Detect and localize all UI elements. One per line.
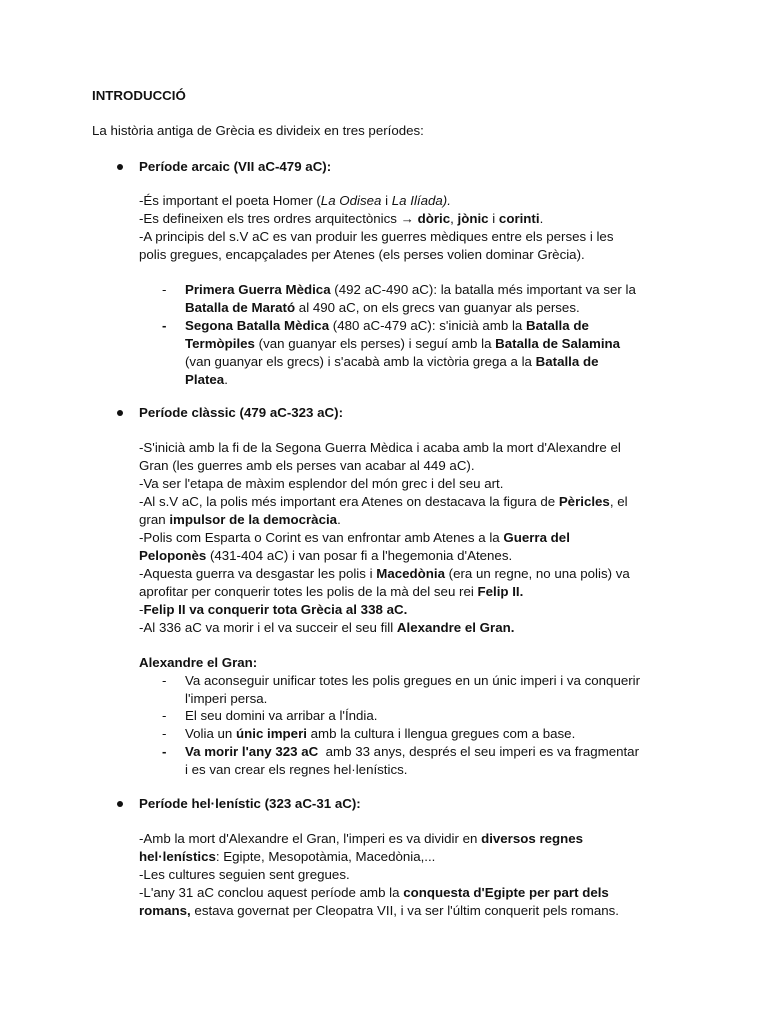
classic-line-9: aprofitar per conquerir totes les polis de la mà del seu rei Felip II. — [139, 584, 524, 599]
classic-line-3: -Va ser l'etapa de màxim esplendor del món grec i del seu art. — [139, 476, 504, 491]
second-median-war-line-2: Termòpiles (van guanyar els perses) i seguí amb la Batalla de Salamina — [185, 336, 621, 351]
alexander-item-4-line-1: Va morir l'any 323 aC amb 33 anys, després el seu imperi es va fragmentar — [185, 744, 640, 759]
classic-line-7: Peloponès (431-404 aC) i van posar fi a l'hegemonia d'Atenes. — [139, 548, 513, 563]
classic-line-10: -Felip II va conquerir tota Grècia al 338 aC. — [139, 602, 408, 617]
period-arcaic-heading: Període arcaic (VII aC-479 aC): — [139, 159, 332, 174]
dash-marker: - — [162, 318, 167, 333]
document-title: INTRODUCCIÓ — [92, 88, 186, 103]
classic-line-6: -Polis com Esparta o Corint es van enfrontar amb Atenes a la Guerra del — [139, 530, 570, 545]
arcaic-paragraph-3-line-1: -A principis del s.V aC es van produir les guerres mèdiques entre els perses i les — [139, 229, 614, 244]
bullet-icon — [117, 801, 123, 807]
hellenistic-line-5: romans, estava governat per Cleopatra VII, i va ser l'últim conquerit pels romans. — [139, 903, 619, 918]
period-classic-heading: Període clàssic (479 aC-323 aC): — [139, 405, 343, 420]
dash-marker: - — [162, 726, 167, 741]
second-median-war-line-3: (van guanyar els grecs) i s'acabà amb la victòria grega a la Batalla de — [185, 354, 599, 369]
first-median-war-line-1: Primera Guerra Mèdica (492 aC-490 aC): la batalla més important va ser la — [185, 282, 636, 297]
period-hellenistic-heading: Període hel·lenístic (323 aC-31 aC): — [139, 796, 361, 811]
classic-line-2: Gran (les guerres amb els perses van acabar al 449 aC). — [139, 458, 475, 473]
hellenistic-line-1: -Amb la mort d'Alexandre el Gran, l'imperi es va dividir en diversos regnes — [139, 831, 584, 846]
first-median-war-line-2: Batalla de Marató al 490 aC, on els grecs van guanyar als perses. — [185, 300, 580, 315]
dash-marker: - — [162, 282, 167, 297]
second-median-war-line-1: Segona Batalla Mèdica (480 aC-479 aC): s'inicià amb la Batalla de — [185, 318, 589, 333]
hellenistic-line-3: -Les cultures seguien sent gregues. — [139, 867, 350, 882]
classic-line-11: -Al 336 aC va morir i el va succeir el seu fill Alexandre el Gran. — [139, 620, 515, 635]
classic-line-1: -S'inicià amb la fi de la Segona Guerra Mèdica i acaba amb la mort d'Alexandre el — [139, 440, 621, 455]
classic-line-5: gran impulsor de la democràcia. — [139, 512, 341, 527]
alexander-item-2: El seu domini va arribar a l'Índia. — [185, 708, 378, 723]
dash-marker: - — [162, 673, 167, 688]
dash-marker: - — [162, 708, 167, 723]
intro-text: La història antiga de Grècia es divideix en tres períodes: — [92, 123, 424, 138]
hellenistic-line-4: -L'any 31 aC conclou aquest període amb la conquesta d'Egipte per part dels — [139, 885, 609, 900]
bullet-icon — [117, 410, 123, 416]
dash-marker: - — [162, 744, 167, 759]
classic-line-8: -Aquesta guerra va desgastar les polis i Macedònia (era un regne, no una polis) va — [139, 566, 630, 581]
arcaic-paragraph-3-line-2: polis gregues, encapçalades per Atenes (els perses volien dominar Grècia). — [139, 247, 585, 262]
alexander-heading: Alexandre el Gran: — [139, 655, 258, 670]
hellenistic-line-2: hel·lenístics: Egipte, Mesopotàmia, Macedònia,... — [139, 849, 436, 864]
bullet-icon — [117, 164, 123, 170]
arcaic-paragraph-1: -És important el poeta Homer (La Odisea i La Ilíada). — [139, 193, 451, 208]
arcaic-paragraph-2: -Es defineixen els tres ordres arquitectònics → dòric, jònic i corinti. — [139, 211, 544, 226]
alexander-item-3: Volia un únic imperi amb la cultura i llengua gregues com a base. — [185, 726, 576, 741]
alexander-item-1-line-2: l'imperi persa. — [185, 691, 268, 706]
second-median-war-line-4: Platea. — [185, 372, 228, 387]
classic-line-4: -Al s.V aC, la polis més important era Atenes on destacava la figura de Pèricles, el — [139, 494, 628, 509]
alexander-item-4-line-2: i es van crear els regnes hel·lenístics. — [185, 762, 408, 777]
alexander-item-1-line-1: Va aconseguir unificar totes les polis gregues en un únic imperi i va conquerir — [185, 673, 641, 688]
